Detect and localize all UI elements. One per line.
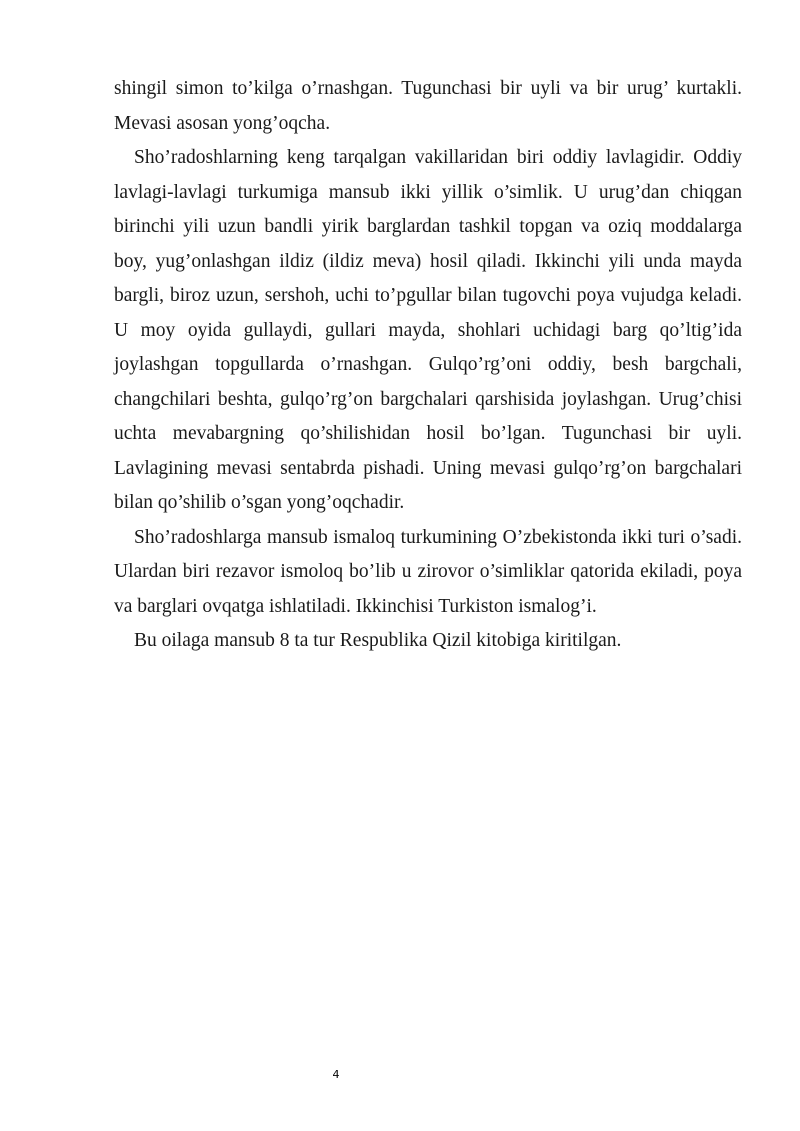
paragraph-lavlagi: Sho’radoshlarning keng tarqalgan vakillaridan biri oddiy lavlagidir. Oddiy lavlagi-lavlagi turkumiga mansub ikki yillik o’simlik. U urug’dan chiqgan birinchi yili uzun bandli yirik barglardan tashkil topgan va oziq moddalarga boy, yug’onlashgan ildiz (ildiz meva) hosil qiladi. Ikkinchi yili unda mayda bargli, biroz uzun, sershoh, uchi to’pgullar bilan tugovchi poya vujudga keladi. U moy oyida gullaydi, gullari mayda, shohlari uchidagi barg qo’ltig’ida joylashgan topgullarda o’rnashgan. Gulqo’rg’oni oddiy, besh bargchali, changchilari beshta, gulqo’rg’on bargchalari qarshisida joylashgan. Urug’chisi uchta mevabargning qo’shilishidan hosil bo’lgan. Tugunchasi bir uyli. Lavlagining mevasi sentabrda pishadi. Uning mevasi gulqo’rg’on bargchalari bilan qo’shilib o’sgan yong’oqchadir. [114,147,742,513]
paragraph-ismaloq: Sho’radoshlarga mansub ismaloq turkumining O’zbekistonda ikki turi o’sadi. Ulardan biri rezavor ismoloq bo’lib u zirovor o’simliklar qatorida ekiladi, poya va barglari ovqatga ishlatiladi. Ikkinchisi Turkiston ismalog’i. [114,526,742,617]
document-body [114,72,742,659]
paragraph-continuation: shingil simon to’kilga o’rnashgan. Tugunchasi bir uyli va bir urug’ kurtakli. Mevasi asosan yong’oqcha. [114,78,742,134]
paragraph-red-book: Bu oilaga mansub 8 ta tur Respublika Qizil kitobiga kiritilgan. [134,630,622,651]
page-number: 4 [332,1068,340,1081]
